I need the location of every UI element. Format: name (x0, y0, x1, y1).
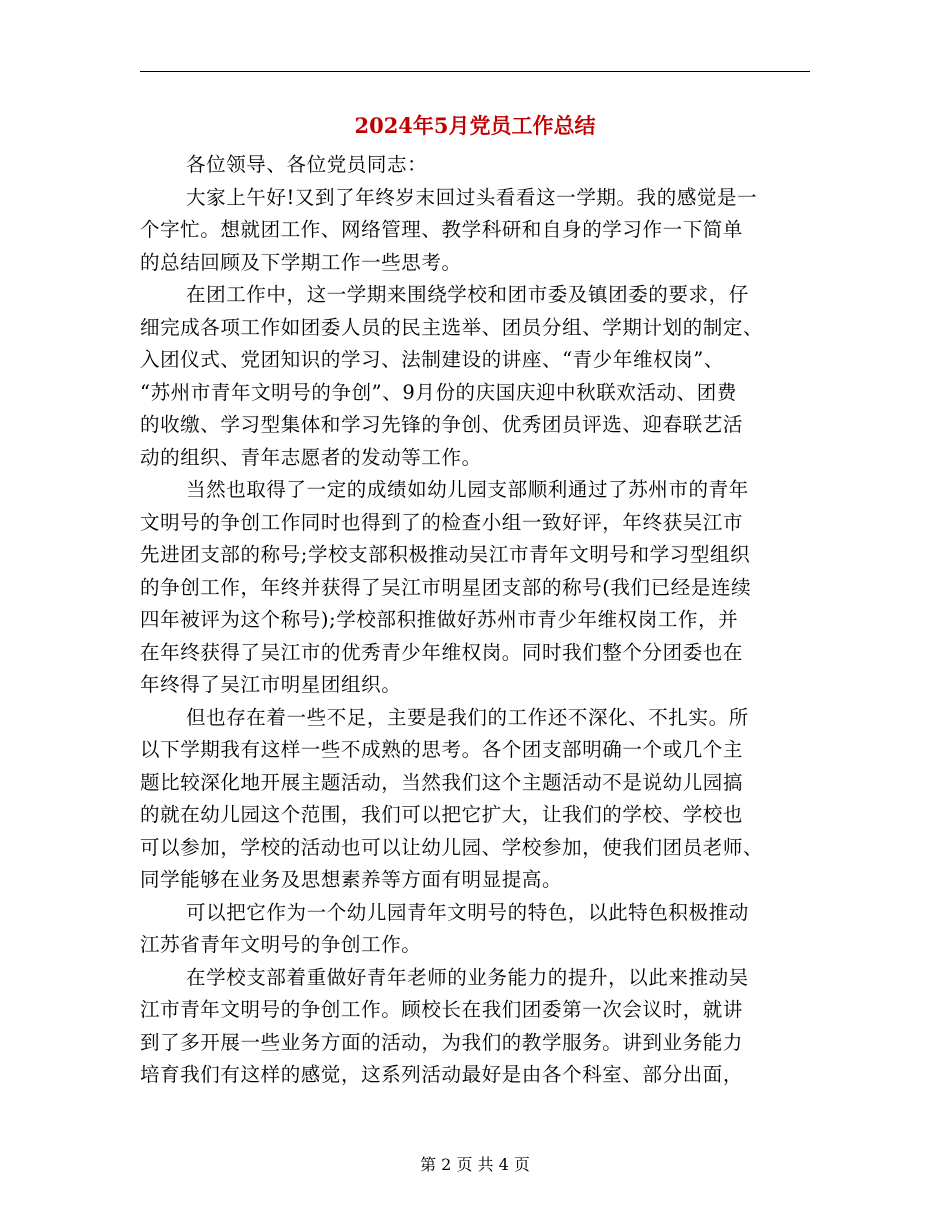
text-line: 在团工作中，这一学期来围绕学校和团市委及镇团委的要求，仔 (186, 283, 749, 306)
text-line: 四年被评为这个称号);学校部积推做好苏州市青少年维权岗工作，并 (140, 608, 739, 631)
text-line: 动的组织、青年志愿者的发动等工作。 (140, 445, 482, 469)
text-line: 入团仪式、党团知识的学习、法制建设的讲座、“青少年维权岗”、 (140, 348, 724, 371)
header-rule (140, 71, 810, 72)
text-line: 培育我们有这样的感觉，这系列活动最好是由各个科室、部分出面， (140, 1063, 744, 1086)
text-line: 以下学期我有这样一些不成熟的思考。各个团支部明确一个或几个主 (140, 738, 744, 761)
text-line: 到了多开展一些业务方面的活动，为我们的教学服务。讲到业务能力 (140, 1030, 744, 1054)
text-line: 在学校支部着重做好青年老师的业务能力的提升，以此来推动吴 (186, 965, 749, 989)
text-line: 大家上午好!又到了年终岁末回过头看看这一学期。我的感觉是一 (186, 185, 758, 209)
text-line: 文明号的争创工作同时也得到了的检查小组一致好评，年终获吴江市 (140, 510, 744, 534)
text-line: 可以参加，学校的活动也可以让幼儿园、学校参加，使我们团员老师、 (140, 835, 764, 859)
text-line: 可以把它作为一个幼儿园青年文明号的特色，以此特色积极推动 (186, 900, 749, 924)
text-line: 各位领导、各位党员同志： (186, 153, 428, 176)
text-line: 江市青年文明号的争创工作。顾校长在我们团委第一次会议时，就讲 (140, 998, 744, 1021)
text-line: 题比较深化地开展主题活动，当然我们这个主题活动不是说幼儿园搞 (140, 770, 744, 794)
document-body (140, 149, 810, 1092)
page-title: 2024年5月党员工作总结 (354, 113, 596, 138)
text-line: 的争创工作，年终并获得了吴江市明星团支部的称号(我们已经是连续 (140, 575, 752, 599)
page-footer: 第 2 页 共 4 页 (420, 1155, 530, 1174)
text-line: 当然也取得了一定的成绩如幼儿园支部顺利通过了苏州市的青年 (186, 478, 749, 501)
text-line: 江苏省青年文明号的争创工作。 (140, 933, 422, 956)
text-line: 但也存在着一些不足，主要是我们的工作还不深化、不扎实。所 (186, 705, 749, 729)
text-line: “苏州市青年文明号的争创”、9月份的庆国庆迎中秋联欢活动、团费 (140, 380, 737, 404)
text-line: 先进团支部的称号;学校支部积极推动吴江市青年文明号和学习型组织 (140, 543, 751, 566)
text-line: 的就在幼儿园这个范围，我们可以把它扩大，让我们的学校、学校也 (140, 803, 744, 826)
text-line: 在年终获得了吴江市的优秀青少年维权岗。同时我们整个分团委也在 (140, 640, 744, 664)
text-line: 个字忙。想就团工作、网络管理、教学科研和自身的学习作一下简单 (140, 218, 744, 241)
text-line: 的收缴、学习型集体和学习先锋的争创、优秀团员评选、迎春联艺活 (140, 413, 744, 436)
text-line: 年终得了吴江市明星团组织。 (140, 673, 402, 696)
text-line: 的总结回顾及下学期工作一些思考。 (140, 250, 462, 274)
text-line: 同学能够在业务及思想素养等方面有明显提高。 (140, 868, 563, 891)
text-line: 细完成各项工作如团委人员的民主选举、团员分组、学期计划的制定、 (140, 315, 764, 339)
